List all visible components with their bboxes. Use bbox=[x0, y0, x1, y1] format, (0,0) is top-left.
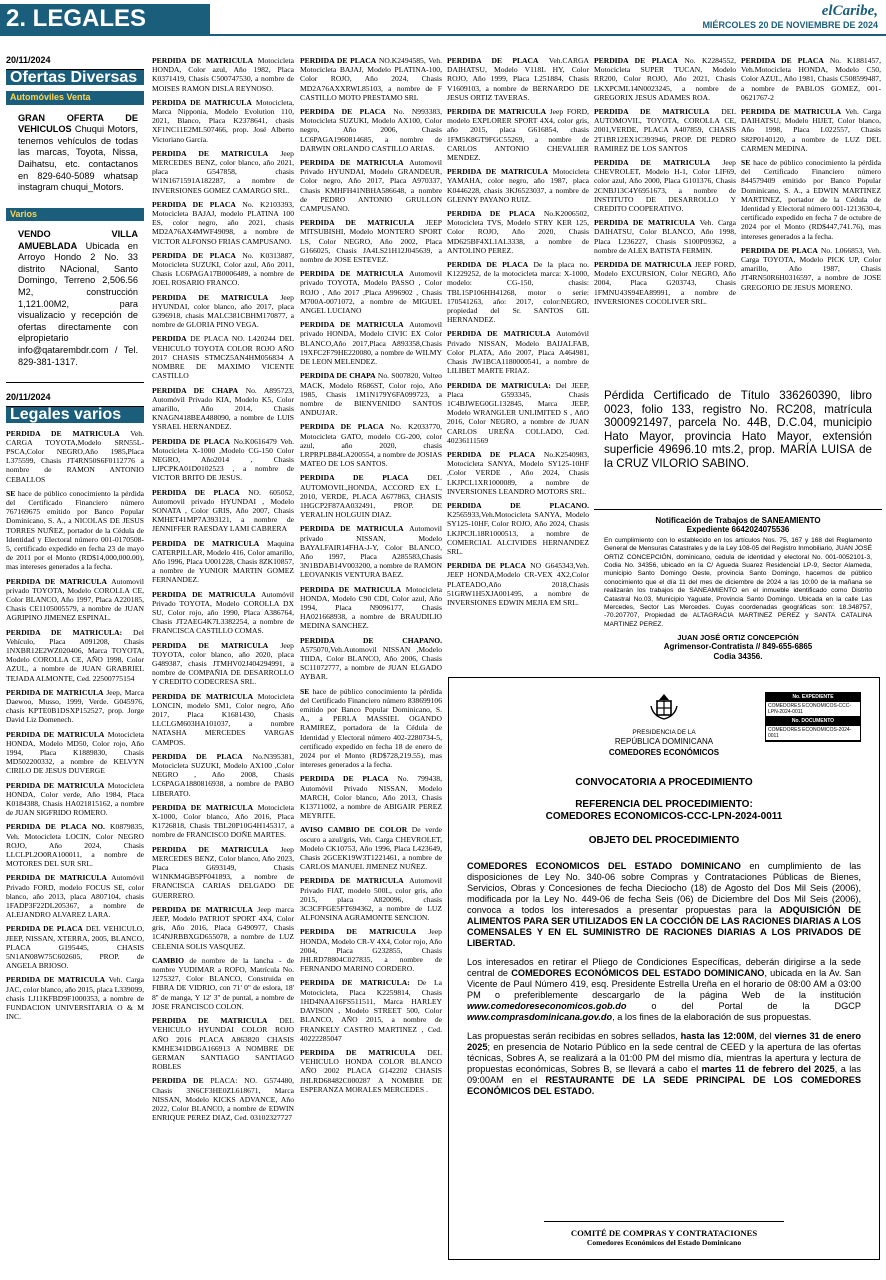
notice-item bbox=[152, 845, 294, 900]
notice-heading: PERDIDA DE MATRICULA bbox=[300, 524, 404, 534]
notice-item bbox=[152, 488, 294, 534]
notice-text: Jeep TOYOTA, color blanco, año 2020, placa G489387, chasis JTMHV02J404294991, a nombre de COMPAÑIA DE DESARROLLO Y CREDITO CODECRESA SRL. bbox=[152, 640, 294, 687]
notice-heading: PERDIDA DE MATRICULA bbox=[152, 904, 253, 914]
title-certificate-notice: Pérdida Certificado de Título 336260390, libro 0023, folio 133, registro No. RC208, matrícula 3000921497, parcela No. 44B, D.C.04, municipio Hato Mayor, provincia Hato Mayor, extensión superficie 49696.10 mts.2, prop. MARÍA LUISA de la CRUZ VILORIO SABINO. bbox=[604, 389, 872, 470]
notice-heading: PERDIDA DE MATRICULA bbox=[300, 320, 404, 330]
notice-text: Motocicleta HONDA, Modelo MD50, Color rojo, Año 1994, Placa K1889830, Chasis MD502200332, a nombre de KELVYN CIRILO DE JESUS DUVERGE bbox=[6, 729, 144, 776]
notice-text: Jeep FORD, modelo EXPLORER SPORT 4X4, color gris, año 2015, placa G616854, chasis 1FM5K8GT9FGC55269, a nombre de CARLOS ANTONIO CHEVALIER MENDEZ. bbox=[447, 107, 589, 163]
notice-text: No. A895723, Automóvil Privado KIA, Modelo K5, Color amarillo, Año 2014, Chasis KNAGN418BEA488090, a nombre de LUIS YSRAEL HERNANDEZ. bbox=[152, 385, 294, 432]
notice-item bbox=[6, 577, 144, 623]
notice-item bbox=[152, 1076, 294, 1122]
notice-text: Veh.CARGA DAIHATSU, Modelo V118L HY, Color ROJO, Año 1999, Placa L251884, Chasis V1609103, a nombre de BERNARDO DE JESUS ORTIZ TAVERAS. bbox=[447, 56, 589, 102]
notice-text: No. S007820, Volteo MACK, Modelo R686ST, Color rojo, Año 1985, Chasis 1M1N179Y6FA099723, a nombre de BIENVENIDO SANTOS ANDUJAR. bbox=[300, 371, 442, 418]
notice-heading: PERDIDA DE PLACA bbox=[447, 56, 539, 65]
notice-text: Motocicleta LONCIN, modelo SM1, Color negro, Año 2017, Placa K1681430, Chasis LLCLGM603HA101037, a nombre NATASHA MERCEDES VARGAS CAMPOS. bbox=[152, 691, 294, 747]
notice-text: JEEP MITSUBISHI, Modelo MONTERO SPORT LS, Color NEGRO, Año 2002, Placa G166025, Chasis JA4LS21H12J045639, a nombre de JOSE ESTEVEZ. bbox=[300, 218, 442, 265]
notice-item bbox=[447, 561, 589, 607]
notice-heading: PERDIDA DE PLACA bbox=[152, 436, 231, 446]
notice-expedient: Expediente 6642024075536 bbox=[686, 525, 790, 535]
notice-text: No. K2033770, Motocicleta GATO, modelo CG-200, color azul, año 2020, chasis LRPRPLB84LA200554, a nombre de JOSIAS MATEO DE LOS SANTOS. bbox=[300, 422, 442, 469]
notice-text: hace de público conocimiento la pérdida del Certificado Financiero número 844579409 emitido por Banco Popular Dominicano, S. A., a EDWIN MARTINEZ MARTINEZ, portador de la Cédula de Identidad y Electoral número 001-1213630-4, certificado expedido en fecha 7 de octubre de 2024 por el Monto (RD$447,741.76), mas intereses generados a la fecha. bbox=[741, 158, 881, 241]
notice-item bbox=[6, 730, 144, 776]
column-2 bbox=[152, 56, 294, 1127]
notice-heading: SE bbox=[741, 158, 751, 168]
sanitation-notice bbox=[594, 509, 882, 669]
notice-heading: PERDIDA DE MATRICULA bbox=[594, 260, 692, 270]
notice-item bbox=[6, 873, 144, 919]
notice-item bbox=[741, 246, 881, 292]
notice-heading: PERDIDA DE MATRICULA bbox=[152, 148, 269, 158]
page-header bbox=[0, 0, 886, 34]
notice-text: Motocicleta, Marca Nipponia, Modelo Evolution 110, 2021, Blanco, Placa K2378641, chasis XF1NC11E2ML507466, prop. José Alberto Victoriano García. bbox=[152, 97, 294, 144]
notice-text: de nombre de la lancha - de nombre YUDIMAR a ROFO, Matrícula No. 1275327, Color BLANCO, Construida en FIBRA DE VIDRIO, con 71' 0'' de eslora, 18' 8'' de manga, Y 12' 3'' de puntal, a nombre de JOSE FRANCISCO COLON. bbox=[152, 955, 294, 1011]
notice-text: No. K2103393, Motocicleta BAJAJ, modelo PLATINA 100 ES, color negro, año 2021, chasis MD2A76AX4MWF49098, a nombre de VICTOR ALFONSO FRIAS CAMPUSANO. bbox=[152, 199, 294, 246]
notice-item bbox=[300, 978, 442, 1042]
notice-item bbox=[447, 260, 589, 324]
column-3 bbox=[300, 56, 442, 1099]
notice-text: Veh. Carga DAIHATSU, Modelo HIJET, Color blanco, Año 1998, Placa L022557, Chasis S82P0140120, a nombre de LUZ DEL CARMEN MEDINA. bbox=[741, 107, 881, 153]
notice-text: Automóvil Privado FORD, modelo FOCUS SE, color blanco, año 2013, placa A807104, chasis 1FADP3F22DL205367, a nombre de ALEJANDRO ALVAREZ LARA. bbox=[6, 873, 144, 920]
notice-item bbox=[300, 320, 442, 366]
notice-item bbox=[300, 269, 442, 315]
notice-text: No.K2540983, Motocicleta SANYA, Modelo SY125-10HF ,Color VERDE , Año 2024, Chasis LKJPCL1XR1000089, a nombre de INVERSIONES LEANDRO MOTORS SRL. bbox=[447, 449, 589, 496]
notice-text: Motocicleta X-1000, Color blanco, Año 2016, Placa K1726818, Chasis TBL20P10G4H145317, a nombre de FRANCISCO DOÑE MARTES. bbox=[152, 802, 294, 840]
notice-item bbox=[152, 293, 294, 330]
notice-heading: PERDIDA DE MATRICULA bbox=[152, 97, 252, 107]
notice-item bbox=[594, 260, 736, 306]
date-stamp: 20/11/2024 bbox=[6, 392, 51, 403]
notice-heading: CAMBIO bbox=[152, 955, 185, 965]
notice-item bbox=[300, 927, 442, 973]
notice-item bbox=[300, 158, 442, 213]
notice-text: Automóvil Privado TOYOTA, Modelo COROLLA DX SU, Color rojo, año 1990, Placa A386764, Chasis JT2AEG4K7L3382254, a nombre de FRANCISCA CASTILLO COMAS. bbox=[152, 589, 294, 636]
notice-item bbox=[741, 56, 881, 102]
notice-heading: PERDIDA DE MATRICULA bbox=[594, 218, 696, 228]
notice-item bbox=[152, 437, 294, 483]
notice-item bbox=[300, 774, 442, 820]
notice-list bbox=[6, 429, 144, 1022]
notice-heading: PERDIDA DE MATRICULA bbox=[300, 218, 415, 228]
notice-text: A575070,Veh.Automovil NISSAN ,Modelo TIIDA, Color BLANCO, Año 2006, Chasis SC11072777, a nombre de JUAN ELGADO AYBAR. bbox=[300, 644, 442, 682]
notice-text: Motocicleta YAMAHA, color negro, año 1987, placa K0446228, chasis 3KJ6523037, a nombre de GLENNY PAYANO RUIZ. bbox=[447, 167, 589, 204]
notice-item bbox=[6, 688, 144, 725]
notice-heading: PERDIDA DE PLACA bbox=[152, 199, 236, 209]
notice-item bbox=[447, 381, 589, 445]
notice-item bbox=[152, 149, 294, 195]
notice-text: No. K0313887, Motocicleta SUZUKI, Color azul, Año 2011, Chasis LC6PAGA17B0006489, a nombre de JOEL ROSARIO FRANCO. bbox=[152, 250, 294, 288]
notice-item bbox=[300, 636, 442, 682]
notice-item bbox=[152, 752, 294, 798]
notice-signer-role: Agrimensor-Contratista // 849-655-6865 bbox=[663, 642, 813, 652]
notice-item bbox=[300, 371, 442, 417]
notice-heading: PERDIDA DE PLACA bbox=[152, 751, 243, 761]
notice-text: No. 799438, Automóvil Privado NISSAN, Modelo MARCH, Color blanco, Año 2013, Chasis K13711002, a nombre de ABIGAIR PEREZ MEYRITE. bbox=[300, 774, 442, 821]
notice-heading: PERDIDA DE MATRICULA bbox=[6, 975, 106, 985]
notice-text: Automovil Privado FIAT, modelo 500L, color gris, año 2015, placa A820096, chasis 3C3CFFGE5FT694362, a nombre de LUZ ALFONSINA AGRAMONTE SENCION. bbox=[300, 876, 442, 923]
notice-item bbox=[152, 539, 294, 585]
notice-heading: PERDIDA DE PLACA bbox=[447, 209, 536, 219]
category-autos: Automóviles Venta bbox=[6, 91, 144, 104]
notice-text: No. K1881457, Veh.Motocicleta HONDA, Modelo C50, Color AZUL, Año 1981, Chasis C508599487, a nombre de PABLOS GOMEZ, 001-0621767-2 bbox=[741, 56, 881, 102]
notice-heading: PERDIDA DE MATRICULA bbox=[447, 329, 551, 339]
notice-heading: PERDIDA DE CHAPA bbox=[300, 371, 376, 381]
notice-item bbox=[152, 98, 294, 144]
notice-heading: PERDIDA DE PLACA bbox=[6, 924, 83, 934]
notice-item bbox=[300, 825, 442, 871]
notice-item bbox=[152, 641, 294, 687]
notice-text: No. L066853, Veh. Carga TOYOTA, Modelo PICK UP, Color amarillo, Año 1987, Chasis JT4RN50R6H0316597, a nombre de JOSE GREGORIO DE JESUS MORENO. bbox=[741, 245, 881, 292]
notice-item bbox=[300, 473, 442, 519]
committee-name: COMITÉ DE COMPRAS Y CONTRATACIONES bbox=[570, 1228, 758, 1238]
notice-heading: PERDIDA DE MATRICULA bbox=[6, 873, 107, 883]
notice-heading: PERDIDA DE PLACA bbox=[300, 422, 384, 432]
notice-heading: PERDIDA DE PLACA bbox=[152, 250, 236, 260]
reference-code: COMEDORES ECONOMICOS-CCC-LPN-2024-0011 bbox=[545, 810, 783, 822]
column-4 bbox=[447, 56, 589, 612]
notice-heading: PERDIDA DE MATRICULA bbox=[300, 584, 402, 594]
notice-item bbox=[594, 56, 736, 102]
notice-item bbox=[6, 822, 144, 868]
notice-item bbox=[6, 628, 144, 683]
section-heading-legales: Legales varios bbox=[6, 406, 144, 422]
notice-text: Jeep MERCEDES BENZ, Color blanco, Año 2023, Placa G693149, Chasis W1NKM4GB5PF041893, a nombre de FRANCISCA CARIAS DELGADO DE GUERRERO. bbox=[152, 844, 294, 900]
procurement-notice bbox=[448, 677, 880, 1260]
expedient-stamp: No. EXPEDIENTE COMEDORES ECONOMICOS-CCC-LPN-2024-0011 No. DOCUMENTO COMEDORES ECONOMICOS-2024-0011 bbox=[765, 692, 861, 742]
notice-text: DEL AUTOMOVIL,HONDA, ACCORD EX L, 2010, VERDE, PLACA A677863, CHASIS 1HGCP2F87AA032491, PROP. DE YERALIN HOLGUIN DIAZ. bbox=[300, 473, 442, 520]
notice-text: Veh. Carga JAC, color blanco, año 2015, placa L339099, chasis LJ11KFBD9F1000353, a nombre de FUNDACION UNIVERSITARIA O & M INC. bbox=[6, 975, 144, 1022]
presidency-label: PRESIDENCIA DE LA bbox=[632, 729, 696, 736]
notice-heading: PERDIDA DE PLACA bbox=[300, 774, 389, 784]
notice-heading: PERDIDA DE MATRICULA bbox=[152, 1016, 268, 1026]
notice-heading: PERDIDA DE MATRICULA bbox=[594, 158, 711, 168]
notice-text: Del Vehículo, Placa A091208, Chasis 1NXBR12E2WZ020406, Marca TOYOTA, Modelo COROLLA CE, AÑO 1998, Color AZUL, a nombre de JUAN GRABRIEL TEJADA ALMONTE, Ced. 22500775154 bbox=[6, 627, 144, 683]
notice-item bbox=[447, 167, 589, 204]
notice-text: K2565933,Veh.Motocicleta SANYA, Modelo SY125-10HF, Color ROJO, Año 2024, Chasis LKJPCJL18R1000513, a nombre de COMERCIAL ALCIVIDES HERNANDEZ SRL. bbox=[447, 510, 589, 556]
notice-item bbox=[447, 209, 589, 255]
notice-heading: PERDIDA DE PLACANO. bbox=[447, 500, 589, 510]
notice-text: NO. 605052, Automovil privado HYUNDAI , Modelo SONATA , Color GRIS, Año 2007, Chasis KMHET41MP7A393121, a nombre de JENNIFFER RAESDAY LAMI CABRERA bbox=[152, 487, 294, 534]
notice-item bbox=[300, 1048, 442, 1094]
brand-name: elCaribe, bbox=[821, 3, 878, 19]
notice-item bbox=[300, 687, 442, 770]
notice-item bbox=[152, 200, 294, 246]
category-varios: Varios bbox=[6, 208, 144, 221]
notice-heading: PERDIDA DE MATRICULA bbox=[152, 802, 254, 812]
notice-heading: PERDIDA DE CHAPA bbox=[152, 385, 239, 395]
notice-text: DEL VEHICULO HYUNDAI COLOR ROJO AÑO 2016 PLACA A863820 CHASIS KMHE341DBGA166913 A NOMBRE DE GERMAN SANTIAGO SANTIAGO ROBLES bbox=[152, 1016, 294, 1072]
notice-heading: PERDIDA DE MATRICULA bbox=[152, 691, 254, 701]
notice-heading: PERDIDA DE MATRICULA bbox=[594, 107, 710, 117]
notice-heading: PERDIDA DE MATRICULA bbox=[152, 640, 269, 650]
notice-heading: PERDIDA DE PLACA bbox=[741, 245, 818, 255]
notice-heading: PERDIDA DE PLACA NO. bbox=[6, 822, 105, 832]
notice-text: Motocicleta HONDA, Color azul, Año 1982, Placa K0371419, Chasis C500747530, a nombre de MOISES RAMON DISLA REYNOSO. bbox=[152, 56, 294, 93]
notice-heading: PERDIDA DE PLACA bbox=[152, 487, 240, 497]
notice-text: DEL VEHICULO HONDA COLOR BLANCO AÑO 2002 PLACA G142202 CHASIS JHLRD68482C000287 A NOMBRE DE ESPERANZA MORALES MERCEDES . bbox=[300, 1047, 442, 1094]
notice-item bbox=[152, 803, 294, 840]
column-5 bbox=[594, 56, 736, 311]
notice-text: De la placa no. K1229252, de la motocicleta marca: X-1000, modelo: CG-150, chasis: TBL15P106HH41268, motor o serie: 170541263, año: 2017, color:NEGRO, propiedad del Sr. SANTOS GIL HERNANDEZ. bbox=[447, 260, 589, 325]
notice-text: DE PLACA NO. L420244 DEL VEHICULO TOYOTA COLOR ROJO AÑO 2017 CHASIS STMCZ5AN4HM056834 A NOMBRE DE MAXIMO VICENTE CASTILLO bbox=[152, 334, 294, 381]
notice-text: Jeep HYUNDAI, color blanco, año 2017, placa G396918, chasis MALC381CBHM170877, a nombre de GLORIA PINO VEGA. bbox=[152, 292, 294, 330]
notice-item bbox=[300, 218, 442, 264]
notice-text: Jeep MERCEDES BENZ, color blanco, año 2021, placa G547858, chasis W1N1671591A182287, a nombre de INVERSIONES GOMEZ CAMARGO SRL. bbox=[152, 148, 294, 195]
notice-item bbox=[300, 524, 442, 579]
notice-item bbox=[6, 924, 144, 970]
notice-item bbox=[6, 781, 144, 818]
committee-org: Comedores Económicos del Estado Dominicano bbox=[586, 1238, 742, 1247]
notice-heading: PERDIDA DE MATRICULA bbox=[300, 269, 404, 279]
divider bbox=[6, 382, 144, 383]
notice-text: Maquina CATERPILLAR, Modelo 416, Color amarillo, Año 1996, Placa U001228, Chasis 8ZK10857, a nombre de YUNIOR MARTIN GOMEZ FERNANDEZ. bbox=[152, 538, 294, 585]
notice-heading: PERDIDA DE PLACA bbox=[741, 56, 824, 65]
notice-heading: PERDIDA DE PLACA bbox=[447, 561, 527, 571]
notice-heading: PERDIDA DE CHAPANO. bbox=[300, 635, 442, 645]
notice-heading: PERDIDA DE MATRICULA bbox=[152, 56, 254, 65]
notice-heading: PERDIDA DE MATRICULA bbox=[152, 538, 260, 548]
notice-heading: PERDIDA DE bbox=[152, 1076, 204, 1086]
notice-heading: AVISO CAMBIO DE COLOR bbox=[300, 825, 408, 835]
notice-item bbox=[447, 56, 589, 102]
reference-heading: REFERENCIA DEL PROCEDIMIENTO: bbox=[575, 798, 753, 810]
notice-heading: CONVOCATORIA A PROCEDIMIENTO bbox=[575, 776, 753, 788]
notice-item bbox=[594, 158, 736, 213]
notice-text: K0879835, Veh. Motocicleta LOCIN, Color NEGRO ROJO, Año 2024, Chasis LLCLPL2O0RA100011, a nombre de MOTORES DEL SUR SRL. bbox=[6, 822, 144, 869]
notice-text: JEEP FORD, Modelo EXCURSION, Color NEGRO, Año 2004, Placa G203743, Chasis 1FMNU43S94EA89991, a nombre de INVERSIONES COCOLIVER SRL. bbox=[594, 260, 736, 306]
notice-signer-codia: Codia 34356. bbox=[713, 651, 763, 661]
notice-text: De verde oscuro a azul/gris, Veh. Carga CHEVROLET, Modelo CK10753, Año 1996, Placa L423649, Chasis 2GCEK19W3T1221461, a nombre de CARLOS MANUEL JIMENEZ NUÑEZ. bbox=[300, 825, 443, 872]
notice-text: Automovil privado HONDA, Modelo CIVIC EX Color BLANCO,Año 2017,Placa A893358,Chasis 19XFC2F79HE220080, a nombre de WILMY DE LEON MELENDEZ. bbox=[300, 320, 442, 367]
classified-ad: GRAN OFERTA DE VEHICULOS Chuqui Motors, tenemos vehículos de todas las marcas, Toyota, Nissa, Daihatsu, etc. contactanos en 829-640-5089 whatsap instagram chuqui_Motors. bbox=[18, 112, 138, 193]
issue-date: MIÉRCOLES 20 DE NOVIEMBRE DE 2024 bbox=[702, 20, 878, 30]
notice-text: Motocicleta HONDA, Color verde, Año 1984, Placa K0184388, Chasis HA021815162, a nombre de JUAN SIGFRIDO ROMERO. bbox=[6, 780, 144, 818]
notice-text: NO.K2494585, Veh. Motocicleta BAJAJ, Modelo PLATINA-100, Color ROJO, Año 2024, Chasis MD2A76AXXRWL85103, a nombre de F CASTILLO MOTO PRESTAMO SRL bbox=[300, 56, 442, 102]
object-heading: OBJETO DEL PROCEDIMIENTO bbox=[588, 834, 740, 846]
notice-text: Motocicleta HONDA, Modelo C90 CDI, Color azul, Año 1994, Placa N9096177, Chasis HA021668938, a nombre de BRAUDILIO MEDINA SANCHEZ. bbox=[300, 584, 442, 631]
republic-label: REPÚBLICA DOMINICANA bbox=[614, 737, 714, 747]
notice-text: DEL VEHICULO, JEEP, NISSAN, XTERRA, 2005, BLANCO, PLACA G195445, CHASIS 5N1AN08W75C602605, PROP. de ANGELA BRIOSO. bbox=[6, 924, 144, 971]
notice-heading: PERDIDA DE PLACA bbox=[447, 260, 529, 270]
notice-item bbox=[6, 489, 144, 572]
notice-item bbox=[594, 107, 736, 153]
notice-text: DEL AUTOMOVIL, TOYOTA, COROLLA CE, 2001,VERDE, PLACA A407859, CHASIS 2T1BR12EX1C393946, PROP. DE PEDRO RAMIREZ DE LOS SANTOS bbox=[594, 107, 736, 153]
notice-item bbox=[152, 1016, 294, 1071]
notice-heading: PERDIDA DE MATRICULA bbox=[447, 167, 549, 177]
notice-heading: PERDIDA DE PLACA bbox=[300, 56, 377, 65]
notice-text: hace de público conocimiento la pérdida del Certificado Financiero número 838699106 emitido por Banco Popular Dominicano, S. A., a PERLA MASSIEL OGANDO RAMIREZ, portadora de la Cédula de Identidad y Electoral número 402-2280734-5, certificado expedido en fecha 18 de enero de 2024 por el Monto (RD$728,219.55), mas intereses generados a la fecha. bbox=[300, 686, 442, 770]
notice-item bbox=[300, 107, 442, 153]
notice-item bbox=[594, 218, 736, 255]
notice-heading: PERDIDA DE PLACA bbox=[447, 449, 536, 459]
section-title: 2. LEGALES bbox=[0, 4, 210, 34]
notice-text: hace de público conocimiento la pérdida del Certificado Financiero número 767169675 emitido por Banco Popular Dominicano, S. A., a NICOLAS DE JESUS TORRES NUÑEZ, portador de la Cédula de Identidad y Electoral número 001-0170508-5, certificado expedido en fecha 23 de mayo de 2011 por el Monto (RD$14,000,000.00), mas intereses generados a la fecha. bbox=[6, 488, 144, 572]
paragraph-2: Los interesados en retirar el Pliego de Condiciones Específicas, deberán dirigirse a la sede central de COMEDORES ECONÓMICOS DEL ESTADO DOMINICANO, ubicada en la Av. San Vicente de Paul Número 419, esq. Presidente Estrella Ureña en el horario de 08:00 AM a 03:00 PM o preferiblemente descargarlo de la página Web de la institución www.comedoreseconomicos.gob.do o del Portal de la DGCP www.comprasdominicana.gov.do, a los fines de la elaboración de sus propuestas. bbox=[467, 956, 861, 1022]
notice-heading: PERDIDA DE MATRICULA bbox=[6, 428, 120, 438]
notice-text: Veh. Carga DAIHATSU, Color BLANCO, Año 1998, Placa L236227, Chasis S100P09362, a nombre de ALEX BATISTA FERMIN. bbox=[594, 218, 736, 255]
notice-item bbox=[152, 956, 294, 1011]
masthead bbox=[702, 3, 878, 30]
notice-heading: PERDIDA DE MATRICULA bbox=[6, 687, 104, 697]
date-stamp: 20/11/2024 bbox=[6, 55, 51, 65]
notice-text: Automovil privado TOYOTA, Modelo COROLLA CE, Color BLANCO, Año 1997, Placa A220185, Chasis CE1105005579, a nombre de JUAN AGRIPINO JIMENEZ ESPINAL. bbox=[6, 576, 144, 623]
notice-heading: PERDIDA DE MATRICULA bbox=[152, 292, 269, 302]
notice-item bbox=[300, 876, 442, 922]
notice-text: Jeep CHEVROLET, Modelo H-1, Color LIF69, color azul, Año 2000, Placa G101376, Chasis 2CNBJ13C4Y6951673, a nombre de INSTITUTO DE DESARROLLO Y CREDITO COOPERATIVO. bbox=[594, 158, 736, 214]
notice-text: PLACA: NO. G574480, Chasis 3N6CF3HE0ZL618671, Marca NISSAN, Modelo KICKS ADVANCE, Año 2022, Color BLANCO, a nombre de EDWIN ENRIQUE PEREZ DIAZ, Ced. 03102327727 bbox=[152, 1076, 295, 1123]
notice-item bbox=[741, 158, 881, 241]
notice-item bbox=[6, 429, 144, 484]
notice-item bbox=[447, 501, 589, 556]
notice-heading: PERDIDA DE MATRICULA bbox=[300, 876, 404, 886]
notice-heading: PERDIDA DE MATRICULA bbox=[447, 107, 547, 117]
notice-text: No. K2284552, Motocicleta SUPER TUCAN, Modelo RR200, Color ROJO, Año 2021, Chasis LKXPCML14N0023245, a nombre de GREGORIX JESUS ADAMES ROA. bbox=[594, 56, 736, 102]
notice-heading: PERDIDA DE MATRICULA bbox=[152, 844, 269, 854]
notice-heading: PERDIDA DE MATRICULA: bbox=[6, 627, 123, 637]
notice-heading: PERDIDA DE MATRICULA bbox=[300, 927, 417, 937]
notice-item bbox=[447, 107, 589, 162]
notice-heading: PERDIDA DE MATRICULA bbox=[741, 107, 842, 117]
notice-item bbox=[152, 692, 294, 747]
notice-item bbox=[447, 450, 589, 496]
notice-text: No.K2006502, Motocicleta TVS, Modelo STRY KER 125, Color ROJO, Año 2020, Chasis MD625BF4XL1AL3338, a nombre de ANTOLINO PEREZ. bbox=[447, 209, 589, 255]
notice-item bbox=[447, 329, 589, 375]
paragraph-3: Las propuestas serán recibidas en sobres sellados, hasta las 12:00M, del viernes 31 de enero 2025; en presencia de Notario Público en la sede central de CEED y la apertura de las ofertas técnicas, Sobres A, se realizará a la 01:00 PM del mismo día, mientras la apertura y lectura de propuestas económicas, Sobres B, se llevará a cabo el martes 11 de febrero del 2025, a las 09:00AM en el RESTAURANTE DE LA SEDE PRINCIPAL DE LOS COMEDORES ECONÓMICOS DEL ESTADO. bbox=[467, 1030, 862, 1096]
committee-signature bbox=[449, 1221, 879, 1247]
notice-heading: PERDIDA DE MATRICULA bbox=[300, 158, 404, 168]
column-6 bbox=[741, 56, 881, 297]
notice-text: No. N993383, Motocicleta SUZUKI, Modelo AX100, Color negro, Año 2006, Chasis LC6PAGA1960814685, a nombre de DARWIN ORLANDO CASTILLO ARIAS. bbox=[300, 107, 442, 153]
notice-item bbox=[300, 422, 442, 468]
notice-text: Jeep marca JEEP, Modelo PATRIOT SPORT 4X4, Color gris, Año 2016, Placa G490977, Chasis 1C4NJRBBXGD655078, a nombre de LUZ CELENIA SOLIS VASQUEZ. bbox=[152, 904, 294, 951]
notice-text: NO G645343,Veh. JEEP HONDA,Modelo CR-VEX 4X2,Color PLATEADO,Año 2018,Chasis 51GRW1H5XJA001495, a nombre de INVERSIONES EDWIN MEJIA EM SRL. bbox=[447, 561, 589, 607]
column-1 bbox=[6, 56, 144, 1026]
notice-text: Veh. CARGA TOYOTA,Modelo SRN55L-PSCA,Color NEGRO,Año 1985,Placa L375599, Chasis JT4RN50S6F0112776 a nombre de RAMON ANTONIO CEBALLOS bbox=[6, 428, 144, 484]
notice-heading: PERDIDA DE MATRICULA bbox=[6, 780, 105, 790]
notice-item bbox=[152, 334, 294, 380]
notice-item bbox=[152, 56, 294, 93]
notice-heading: PERDIDA DE PLACA bbox=[594, 56, 678, 65]
notice-item bbox=[300, 56, 442, 102]
notice-heading: SE bbox=[6, 488, 16, 498]
signature-line bbox=[544, 1221, 784, 1222]
notice-heading: PERDIDA DE PLACA bbox=[300, 473, 409, 483]
notice-item bbox=[152, 590, 294, 636]
paragraph-1: COMEDORES ECONOMICOS DEL ESTADO DOMINICANO en cumplimiento de las disposiciones de Ley No. 340-06 sobre Compras y Contrataciones Públicas de Bienes, Servicios, Obras y Concesiones de fecha Dieciocho (18) de Agosto del Dos Mil Seis (2006), modificada por la Ley No. 449-06 de fecha Seis (06) de Diciembre del Dos Mil Seis (2006), convoca a todos los interesados a presentar propuestas para la ADQUISICIÓN DE ALIMENTOS PARA SER UTILIZADOS EN LA COCCIÓN DE LAS RACIONES DIARIAS A LOS COMENSALES Y EN EL SUMINISTRO DE RACIONES DIARIAS A LOS PRIVADOS DE LIBERTAD. bbox=[467, 860, 861, 948]
notice-item bbox=[6, 975, 144, 1021]
notice-heading: SE bbox=[300, 686, 310, 696]
notice-signer: JUAN JOSÉ ORTIZ CONCEPCIÓN bbox=[677, 633, 799, 643]
notice-text: Jeep HONDA, Modelo CR-V 4X4, Color rojo, Año 2004, Placa G232855, Chasis JHLRD78804C027835, a nombre de FERNANDO MARINO CORDERO. bbox=[300, 927, 442, 974]
notice-heading: PERDIDA DE PLACA bbox=[300, 107, 386, 117]
notice-text: No.K0616479 Veh. Motocicleta X-1000 ,Modelo CG-150 Color NEGRO, Año2014 , Chasis LJPCPKA01D0102523 , a nombre de VICTOR BRITO DE JESUS. bbox=[152, 436, 294, 483]
notice-item bbox=[152, 386, 294, 432]
notice-heading: PERDIDA DE MATRICULA bbox=[6, 576, 107, 586]
notice-text: No.N395381, Motocicleta SUZUKI, Modelo AX100 ,Color NEGRO , Año 2008, Chasis LC6PAGA1880816938, a nombre de PABO LIBERATO. bbox=[152, 751, 294, 798]
notice-item bbox=[152, 905, 294, 951]
notice-heading: PERDIDA DE MATRICULA: bbox=[447, 380, 551, 390]
notice-text: Automovil privado TOYOTA, Modelo PASSO , Color ROJO , Año 2017 ,Placa A996902 , Chasis M700A-0071072, a nombre de MIGUEL ANGEL LUCIANO bbox=[300, 269, 442, 316]
notice-heading: PERDIDA DE MATRICULA bbox=[300, 1047, 416, 1057]
notice-text: Automóvil Privado NISSAN, Modelo BAIJALFAB, Color PLATA, Año 2007, Placa A464981, Chasis JW1BCA1180000541, a nombre de LILIBET MARTE FRIAZ. bbox=[447, 329, 589, 376]
notice-heading: PERDIDA DE MATRICULA bbox=[152, 589, 256, 599]
section-heading-ofertas: Ofertas Diversas bbox=[6, 69, 144, 85]
notice-heading: PERDIDA DE MATRICULA: bbox=[300, 978, 410, 988]
notice-heading: PERDIDA DE MATRICULA bbox=[6, 729, 105, 739]
notice-text: Del JEEP, Placa G593345, Chasis 1C4BJWEG0GL132845, Marca JEEP, Modelo WRANGLER UNLIMITED S , AñO 2016, Color NEGRO, a nombre de JUAN CARLOS UREÑA COLLADO, Ced. 40236111569 bbox=[447, 380, 589, 445]
notice-item bbox=[152, 251, 294, 288]
notice-text: Jeep, Marca Daewoo, Musso, 1999, Verde. G045976, chasis KPTE0B1DSXP152527, prop. Jorge David Liz Domenech. bbox=[6, 687, 144, 725]
notice-heading: PERDIDA bbox=[152, 334, 187, 344]
notice-item bbox=[300, 585, 442, 631]
notice-text: Automovil privado NISSAN, Modelo BAYALFAIR14FHA-J-Y, Color BLANCO, Año 1997, Placa A285583,Chasis 3N1BDAB14V003200, a nombre de RAMON LEOVANKIS VENTURA BAEZ. bbox=[300, 524, 442, 580]
notice-body: En cumplimiento con lo establecido en los artículos Nos. 75, 167 y 168 del Reglamento General de Mensuras Catastrales y de la Ley 108-05 del Registro Inmobiliario, JUAN JOSÉ ORTIZ CONCEPCIÓN, dominicano, cedula de identidad y electoral No. 001-0052101-3, Codia No. 34356, ubicado en la C/ Agueda Suarez Residencial LP-9, Sector Alameda, municipio Santo Domingo Oeste, provincia Santo Domingo, hacemos de público conocimiento que el día 11 del mes de diciembre de 2024 a las 10:00 de la mañana se realizarán los trabajos de SANEAMIENTO en el inmueble identificado como Distrito Catastral No.03, Municipio Yaguate, Provincia Santo Domingo. Ubicada en la calle Las Mercedes, Sector Las Mercedes. Cuyas coordenadas geográficas son: 18.348757, -70.207707, Propiedad de ALTAGRACIA MARTINEZ PEREZ y SANTA CATALINA MARTINEZ PEREZ. bbox=[604, 536, 872, 628]
notice-item bbox=[741, 107, 881, 153]
notice-text: De La Motocicleta, Placa K2259814, Chasis 1HD4NAA16FS511511, Marca HARLEY DAVISON , Modelo STREET 500, Color BLANCO, AÑO 2015, a nombre de FRANKELY CASTRO MARTINEZ , Ced. 40222285047 bbox=[300, 978, 442, 1043]
org-name: COMEDORES ECONÓMICOS bbox=[608, 747, 720, 757]
notice-text: Automovil Privado HYUNDAI, Modelo GRANDEUR, Color negro, Año 2017, Placa A970337, Chasis KMHFH41NBHA586648, a nombre de PEDRO ANTONIO GRULLON CAMPUSANO. bbox=[300, 158, 442, 214]
classified-ad: VENDO VILLA AMUEBLADA Ubicada en Arroyo Hondo 2 No. 33 distrito NAcional, Santo Domingo, Terreno 2,506.56 M2, construcción 1,121.00M2, para visualizacio y recepción de ofertas directamente con elpropietario info@qatarembdr.com / Tel. 829-381-1317. bbox=[18, 228, 138, 367]
notice-title: Notificación de Trabajos de SANEAMIENTO bbox=[655, 516, 821, 525]
header-rule bbox=[0, 34, 886, 36]
